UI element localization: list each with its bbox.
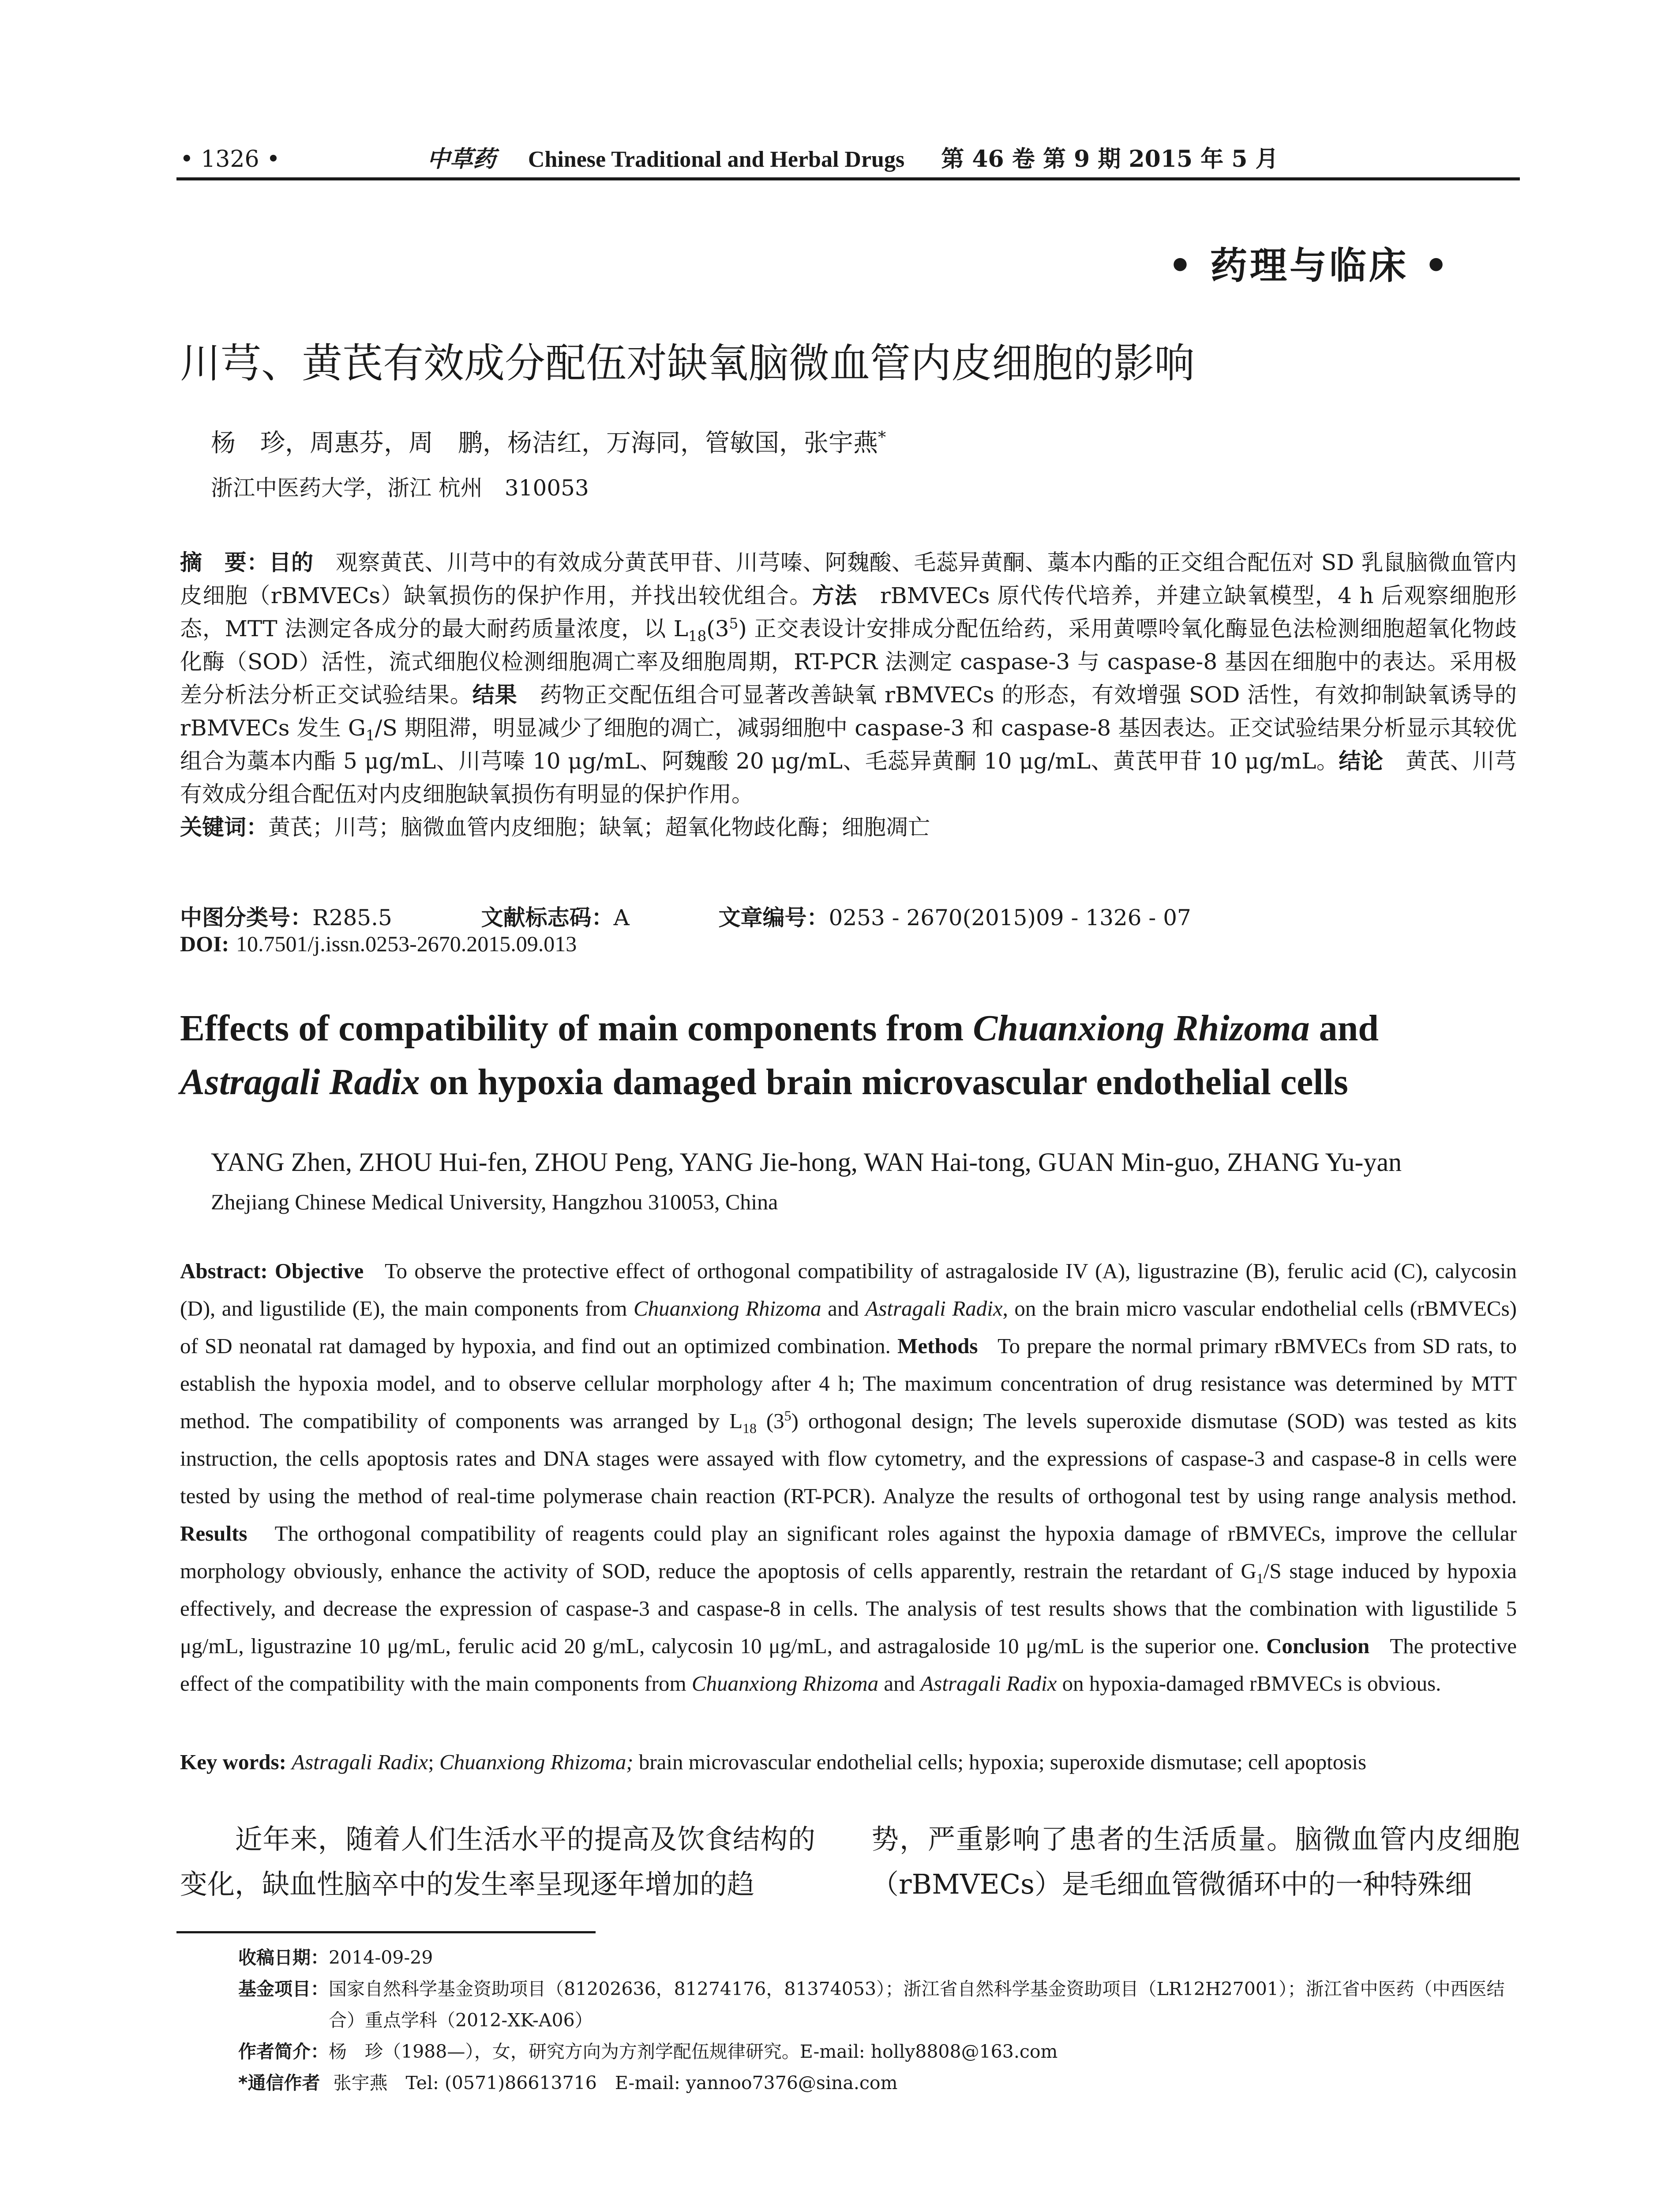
- footnote-author: [238, 2036, 1518, 2067]
- journal-name-cn: 中草药: [427, 146, 496, 173]
- title-en: [180, 1002, 1521, 1109]
- abstract-en: [180, 1252, 1517, 1702]
- objective-label-cn: 目的: [269, 550, 314, 575]
- abstract-cn-label: 摘 要：: [180, 550, 269, 575]
- keyword-en-2: Chuanxiong Rhizoma;: [439, 1750, 634, 1774]
- abstract-en-label: Abstract:: [180, 1259, 268, 1283]
- title-en-part2: and: [1309, 1008, 1379, 1049]
- running-header: [180, 140, 1521, 178]
- title-en-italic1: Chuanxiong Rhizoma: [973, 1008, 1310, 1049]
- authors-cn-names: 杨 珍，周惠芬，周 鹏，杨洁红，万海同，管敏国，张宇燕: [211, 429, 878, 458]
- objective-text-en-3: , on the brain micro vascular endothelial cells (rBMVECs) of SD neonatal rat damaged by hypoxia, and find out an optimized combination.: [180, 1296, 1517, 1358]
- clc-value: R285.5: [312, 905, 392, 930]
- body-text-left: 近年来，随着人们生活水平的提高及饮食结构的变化，缺血性脑卒中的发生率呈现逐年增加的趋: [180, 1823, 815, 1900]
- title-cn: 川芎、黄芪有效成分配伍对缺氧脑微血管内皮细胞的影响: [180, 340, 1195, 387]
- methods-text-cn-2: ) 正交表设计安排成分配伍给药，采用黄嘌呤氧化酶显色法检测细胞超氧化物歧化酶（SOD）活性，流式细胞仪检测细胞凋亡率及细胞周期，RT-PCR 法测定 caspase-3 与 caspase-8 基因在细胞中的表达。采用极差分析法分析正交试验结果。: [180, 616, 1517, 708]
- conclusion-text-en-2: and: [878, 1671, 921, 1696]
- keywords-en: [180, 1749, 1521, 1775]
- header-rule: [176, 177, 1520, 180]
- objective-italic-en-1: Chuanxiong Rhizoma: [633, 1296, 821, 1321]
- conclusion-label-cn: 结论: [1339, 748, 1384, 774]
- keywords-en-label: Key words:: [180, 1750, 286, 1774]
- methods-label-cn: 方法: [812, 583, 858, 608]
- corresponding-text: 张宇燕 Tel: (0571)86613716 E-mail: yannoo7376@sina.com: [333, 2072, 898, 2093]
- authors-cn: [211, 424, 886, 459]
- results-label-en: Results: [180, 1521, 248, 1546]
- methods-sup-en: 5: [784, 1408, 791, 1424]
- journal-issue: 第 46 卷 第 9 期 2015 年 5 月: [941, 146, 1279, 173]
- conclusion-text-en-1: The protective effect of the compatibility with the main components from: [180, 1634, 1517, 1696]
- author-bio-text: 杨 珍（1988—），女，研究方向为方剂学配伍规律研究。E-mail: holly8808@163.com: [329, 2041, 1058, 2062]
- results-text-en-1: The orthogonal compatibility of reagents could play an significant roles against the hypoxia damage of rBMVECs, improve the cellular morphology obviously, enhance the activity of SOD, reduce the apoptosis of cells apparently, restrain the retardant of G: [180, 1521, 1517, 1583]
- conclusion-text-en-3: on hypoxia-damaged rBMVECs is obvious.: [1057, 1671, 1441, 1696]
- article-no-value: 0253 - 2670(2015)09 - 1326 - 07: [829, 905, 1191, 930]
- keywords-en-rest: brain microvascular endothelial cells; hypoxia; superoxide dismutase; cell apoptosis: [633, 1750, 1367, 1774]
- author-bio-label: 作者简介：: [238, 2041, 329, 2062]
- methods-mid-cn: (3: [706, 616, 729, 642]
- received-label: 收稿日期：: [238, 1947, 329, 1968]
- methods-sup-cn: 5: [729, 615, 739, 632]
- methods-text-en-2: ) orthogonal design; The levels superoxide dismutase (SOD) was tested as kits instruction, the cells apoptosis rates and DNA stages were assayed with flow cytometry, and the expressions of caspase-3 and caspase-8 in cells were tested by using the method of real-time polymerase chain reaction (RT-PCR). Analyze the results of orthogonal test by using range analysis method.: [180, 1409, 1517, 1508]
- objective-italic-en-2: Astragali Radix: [865, 1296, 1003, 1321]
- corresponding-label: *通信作者: [238, 2072, 320, 2093]
- doi-label: DOI:: [180, 931, 229, 956]
- results-label-cn: 结果: [472, 682, 518, 708]
- article-no-label: 文章编号：: [718, 905, 829, 930]
- footnote-rule: [176, 1931, 596, 1933]
- doc-code-label: 文献标志码：: [481, 905, 614, 930]
- results-text-cn-2: /S 期阻滞，明显减少了细胞的凋亡，减弱细胞中 caspase-3 和 caspase-8 基因表达。正交试验结果分析显示其较优组合为藁本内酯 5 μg/mL、川芎嗪 10 μg/mL、阿魏酸 20 μg/mL、毛蕊异黄酮 10 μg/mL、黄芪甲苷 10 μg/mL。: [180, 715, 1517, 774]
- footnote-received: [238, 1942, 1518, 1973]
- title-en-part1: Effects of compatibility of main components from: [180, 1008, 973, 1049]
- results-sub-en: 1: [1256, 1570, 1264, 1586]
- footnotes: [238, 1942, 1518, 2099]
- footnote-fund: [238, 1973, 1518, 2036]
- journal-name-en: Chinese Traditional and Herbal Drugs: [528, 147, 905, 172]
- conclusion-italic-en-1: Chuanxiong Rhizoma: [691, 1671, 879, 1696]
- methods-text-cn-1: rBMVECs 原代传代培养，并建立缺氧模型，4 h 后观察细胞形态，MTT 法测定各成分的最大耐药质量浓度，以 L: [180, 583, 1517, 642]
- doc-code-value: A: [613, 905, 630, 930]
- classification-row: [180, 900, 1191, 932]
- objective-text-en-2: and: [821, 1296, 866, 1321]
- body-column-right: 势，严重影响了患者的生活质量。脑微血管内皮细胞（rBMVECs）是毛细血管微循环中的一种特殊细: [871, 1823, 1520, 1900]
- keywords-label-cn: 关键词：: [180, 814, 268, 840]
- keywords-cn: 黄芪；川芎；脑微血管内皮细胞；缺氧；超氧化物歧化酶；细胞凋亡: [268, 814, 930, 840]
- objective-text-cn: 观察黄芪、川芎中的有效成分黄芪甲苷、川芎嗪、阿魏酸、毛蕊异黄酮、藁本内酯的正交组合配伍对 SD 乳鼠脑微血管内皮细胞（rBMVECs）缺氧损伤的保护作用，并找出较优组合。: [180, 550, 1517, 608]
- authors-en: YANG Zhen, ZHOU Hui-fen, ZHOU Peng, YANG Jie-hong, WAN Hai-tong, GUAN Min-guo, ZHANG Yu-yan: [211, 1148, 1402, 1177]
- methods-mid-en: (3: [756, 1409, 784, 1433]
- results-text-cn-1: 药物正交配伍组合可显著改善缺氧 rBMVECs 的形态，有效增强 SOD 活性，有效抑制缺氧诱导的 rBMVECs 发生 G: [180, 682, 1517, 741]
- page-number: • 1326 •: [180, 146, 280, 173]
- objective-text-en-1: To observe the protective effect of orthogonal compatibility of astragaloside IV (A), ligustrazine (B), ferulic acid (C), calycosin (D), and ligustilide (E), the main components from: [180, 1259, 1517, 1321]
- conclusion-italic-en-2: Astragali Radix: [920, 1671, 1057, 1696]
- conclusion-label-en: Conclusion: [1266, 1634, 1370, 1658]
- fund-label: 基金项目：: [238, 1978, 329, 2000]
- objective-label-en: Objective: [274, 1259, 364, 1283]
- results-text-en-2: /S stage induced by hypoxia effectively, and decrease the expression of caspase-3 and caspase-8 in cells. The analysis of test results shows that the combination with ligustilide 5 μg/mL, ligustrazine 10 μg/mL, ferulic acid 20 g/mL, calycosin 10 μg/mL, and astragaloside 10 μg/mL is the superior one.: [180, 1559, 1517, 1658]
- methods-text-en-1: To prepare the normal primary rBMVECs from SD rats, to establish the hypoxia model, and to observe cellular morphology after 4 h; The maximum concentration of drug resistance was determined by MTT method. The compatibility of components was arranged by L: [180, 1334, 1517, 1433]
- title-en-italic2: Astragali Radix: [180, 1062, 420, 1103]
- methods-sub-cn: 18: [688, 628, 707, 645]
- doi: [180, 931, 577, 957]
- doi-value: 10.7501/j.issn.0253-2670.2015.09.013: [236, 931, 577, 956]
- methods-label-en: Methods: [897, 1334, 978, 1358]
- footnote-corresponding: [238, 2067, 1518, 2099]
- corresponding-mark: *: [878, 428, 886, 447]
- clc-label: 中图分类号：: [180, 905, 312, 930]
- section-label: • 药理与临床 •: [1168, 244, 1451, 287]
- title-en-part3: on hypoxia damaged brain microvascular endothelial cells: [420, 1062, 1348, 1103]
- fund-text: 国家自然科学基金资助项目（81202636，81274176，81374053）；浙江省自然科学基金资助项目（LR12H27001）；浙江省中医药（中西医结合）重点学科（2012-XK-A06）: [329, 1978, 1505, 2031]
- keyword-en-1: Astragali Radix: [292, 1750, 428, 1774]
- affiliation-cn: 浙江中医药大学，浙江 杭州 310053: [211, 475, 589, 501]
- results-sub-cn: 1: [365, 727, 375, 744]
- conclusion-text-cn: 黄芪、川芎有效成分组合配伍对内皮细胞缺氧损伤有明显的保护作用。: [180, 748, 1517, 807]
- affiliation-en: Zhejiang Chinese Medical University, Hangzhou 310053, China: [211, 1189, 778, 1214]
- received-date: 2014-09-29: [329, 1947, 433, 1968]
- abstract-cn: [180, 546, 1517, 844]
- keyword-en-sep: ;: [428, 1750, 439, 1774]
- methods-sub-en: 18: [742, 1420, 757, 1436]
- body-column-left: [180, 1817, 815, 1907]
